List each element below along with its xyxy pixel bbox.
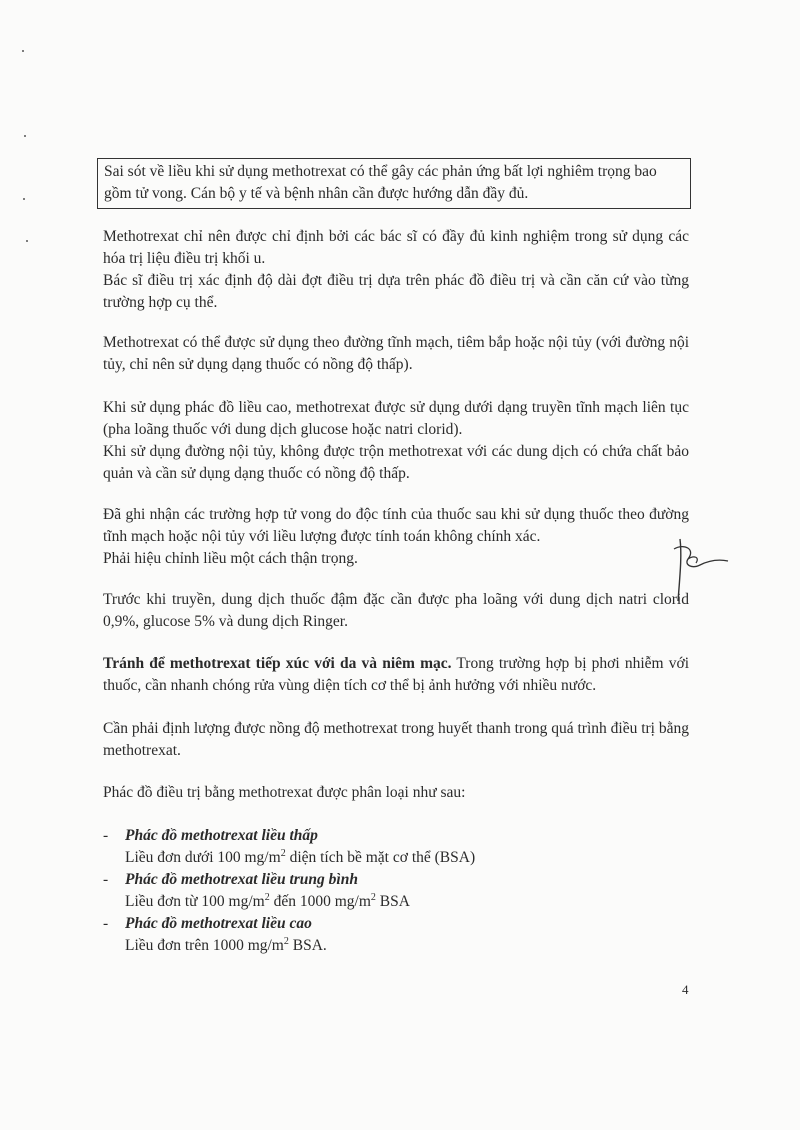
- paragraph-high-dose: [103, 397, 689, 485]
- list-dash: -: [103, 915, 109, 932]
- regimen-description: Liều đơn trên 1000 $mg/m^2$ BSA.: [125, 935, 327, 954]
- paragraph-text: Khi sử dụng đường nội tủy, không được trộn methotrexat với các dung dịch có chứa chất bảo quản và cần sử dụng dạng thuốc có nồng độ thấp.: [103, 443, 689, 482]
- list-dash: -: [103, 871, 109, 888]
- regimen-title: Phác đồ methotrexat liều cao: [125, 915, 312, 932]
- paragraph-classification: [103, 782, 689, 804]
- paragraph-text: Methotrexat chỉ nên được chỉ định bởi các bác sĩ có đầy đủ kinh nghiệm trong sử dụng các hóa trị liệu điều trị khối u.: [103, 228, 689, 267]
- regimen-list: [103, 825, 689, 957]
- list-dash: -: [103, 827, 109, 844]
- paragraph-prescriber: [103, 226, 689, 314]
- regimen-title: Phác đồ methotrexat liều thấp: [125, 827, 318, 844]
- paragraph-text: Cần phải định lượng được nồng độ methotrexat trong huyết thanh trong quá trình điều trị bằng methotrexat.: [103, 720, 689, 759]
- paragraph-text: Khi sử dụng phác đồ liều cao, methotrexat được sử dụng dưới dạng truyền tĩnh mạch liên tục (pha loãng thuốc với dung dịch glucose hoặc natri clorid).: [103, 399, 689, 438]
- regimen-description: Liều đơn từ 100 $mg/m^2$ đến 1000 $mg/m^2$ BSA: [125, 891, 410, 910]
- paragraph-text: Phác đồ điều trị bằng methotrexat được phân loại như sau:: [103, 784, 466, 801]
- scan-speck: [26, 240, 28, 242]
- list-item: [103, 869, 689, 913]
- regimen-title: Phác đồ methotrexat liều trung bình: [125, 871, 358, 888]
- list-item: [103, 913, 689, 957]
- regimen-description: Liều đơn dưới 100 $mg/m^2$ diện tích bề mặt cơ thể (BSA): [125, 847, 476, 866]
- scan-speck: [24, 135, 26, 137]
- paragraph-text: Methotrexat có thể được sử dụng theo đường tĩnh mạch, tiêm bắp hoặc nội tủy (với đường nội tủy, chỉ nên sử dụng dạng thuốc có nồng độ thấp).: [103, 334, 689, 373]
- scan-speck: [22, 50, 24, 52]
- scan-speck: [23, 198, 25, 200]
- paragraph-monitoring: [103, 718, 689, 762]
- paragraph-fatal-cases: [103, 504, 689, 570]
- initials-signature: [670, 535, 730, 605]
- paragraph-text: Đã ghi nhận các trường hợp tử vong do độc tính của thuốc sau khi sử dụng thuốc theo đường tĩnh mạch hoặc nội tủy với liều lượng được tính toán không chính xác.: [103, 506, 689, 545]
- paragraph-text: Trước khi truyền, dung dịch thuốc đậm đặc cần được pha loãng với dung dịch natri clorid 0,9%, glucose 5% và dung dịch Ringer.: [103, 591, 689, 630]
- paragraph-routes: [103, 332, 689, 376]
- paragraph-lead: Tránh để methotrexat tiếp xúc với da và niêm mạc.: [103, 655, 452, 672]
- paragraph-text: Trong trường hợp bị phơi nhiễm với thuốc, cần nhanh chóng rửa vùng diện tích cơ thể bị ảnh hưởng với nhiều nước.: [103, 655, 689, 694]
- list-item: [103, 825, 689, 869]
- page-number: 4: [682, 982, 689, 997]
- paragraph-text: Phải hiệu chỉnh liều một cách thận trọng.: [103, 550, 358, 567]
- paragraph-skin-contact: [103, 653, 689, 697]
- paragraph-dilution: [103, 589, 689, 633]
- paragraph-text: Bác sĩ điều trị xác định độ dài đợt điều trị dựa trên phác đồ điều trị và cần căn cứ vào từng trường hợp cụ thể.: [103, 272, 689, 311]
- warning-box: Sai sót về liều khi sử dụng methotrexat có thể gây các phản ứng bất lợi nghiêm trọng bao gồm tử vong. Cán bộ y tế và bệnh nhân cần được hướng dẫn đầy đủ.: [97, 158, 691, 209]
